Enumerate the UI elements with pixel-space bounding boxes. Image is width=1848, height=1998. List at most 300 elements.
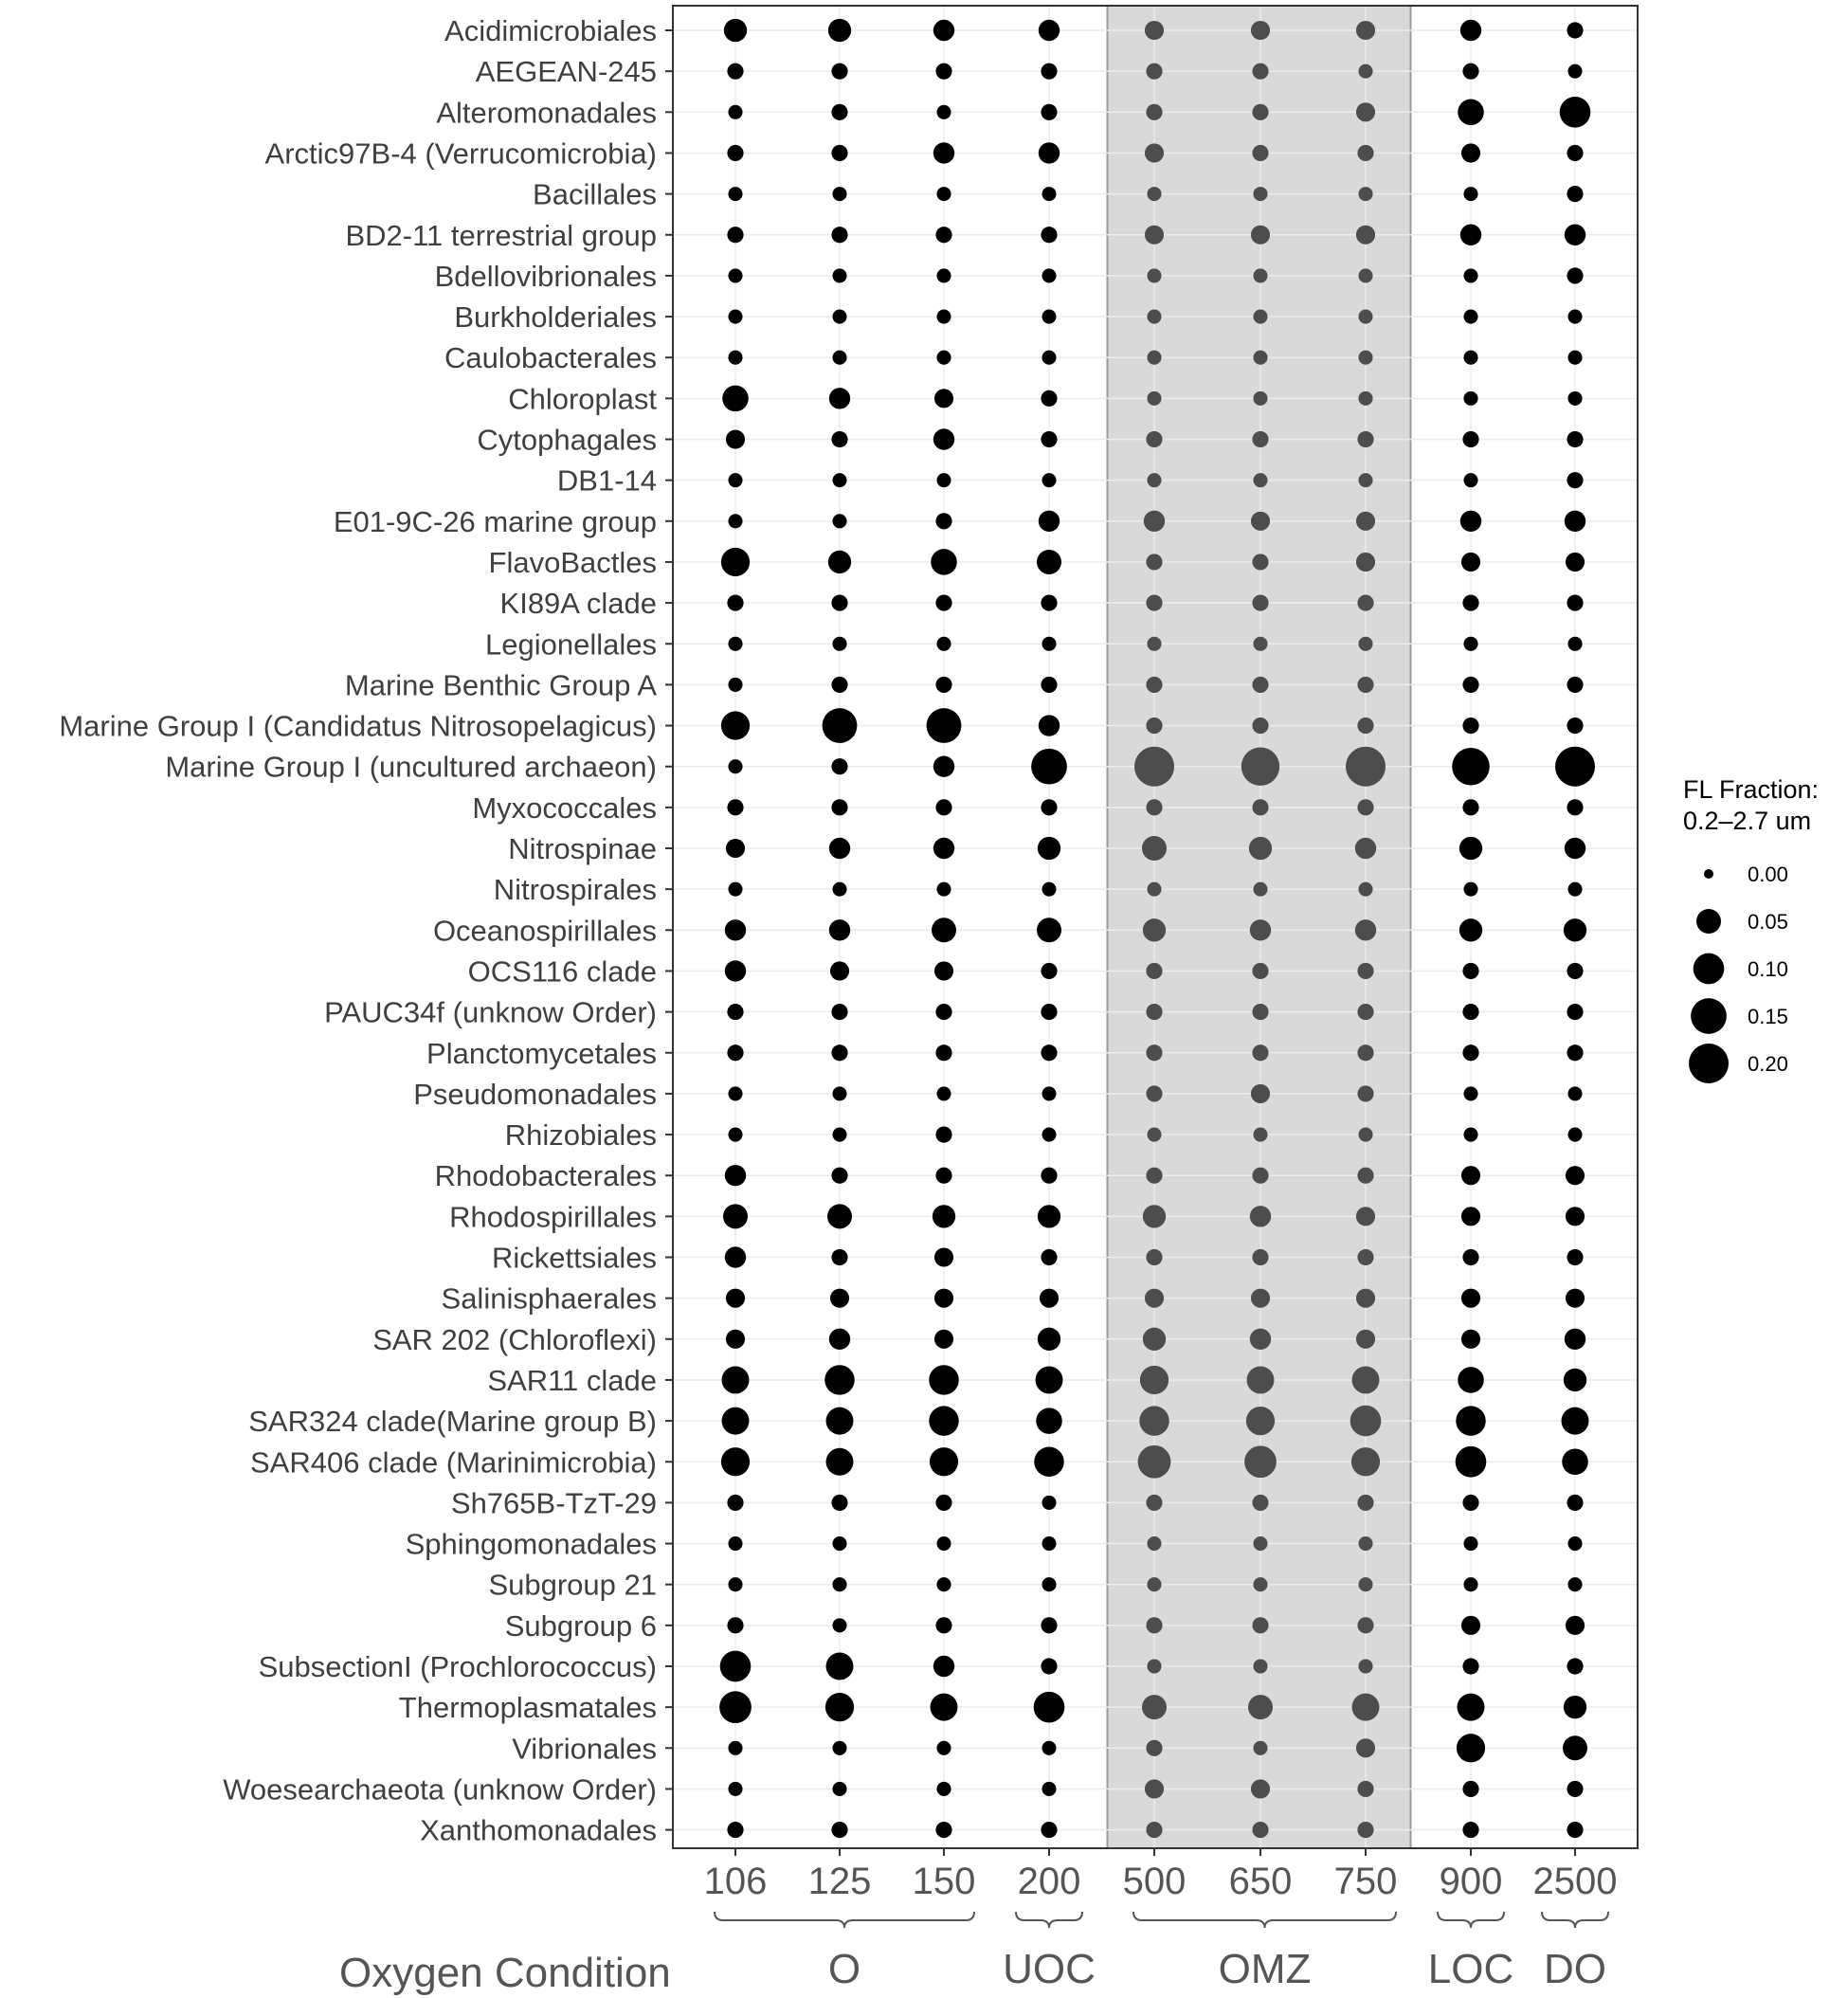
data-point <box>826 1408 854 1435</box>
data-point <box>1357 1495 1373 1511</box>
data-point <box>728 1128 742 1142</box>
data-point <box>1253 1577 1267 1591</box>
data-point <box>1147 1128 1161 1142</box>
y-tick-label: BD2-11 terrestrial group <box>345 218 657 252</box>
data-point <box>929 1406 958 1435</box>
x-tick-label: 106 <box>703 1861 768 1902</box>
data-point <box>934 389 953 408</box>
data-point <box>1461 1207 1480 1226</box>
data-point <box>935 1822 951 1838</box>
data-point <box>722 1408 750 1435</box>
y-tick-label: SAR 202 (Chloroflexi) <box>372 1322 657 1356</box>
data-point <box>1463 351 1477 365</box>
data-point <box>827 1204 852 1228</box>
data-point <box>1253 268 1267 282</box>
data-point <box>1461 143 1480 162</box>
data-point <box>727 799 743 815</box>
y-tick-label: Arctic97B-4 (Verrucomicrobia) <box>264 136 657 171</box>
data-point <box>1042 1782 1056 1796</box>
y-tick-label: Myxococcales <box>472 790 657 825</box>
data-point <box>727 1495 743 1511</box>
data-point <box>728 310 742 324</box>
legend-title-line: FL Fraction: <box>1683 775 1820 804</box>
y-tick-label: SAR324 clade(Marine group B) <box>248 1405 657 1439</box>
data-point <box>1460 20 1481 41</box>
data-point <box>936 1782 951 1796</box>
data-point <box>828 551 851 573</box>
data-point <box>1356 21 1375 40</box>
group-label-loc: LOC <box>1427 1946 1514 1992</box>
data-point <box>1037 917 1061 942</box>
data-point <box>936 473 951 487</box>
data-point <box>1567 351 1582 365</box>
y-tick-label: Alteromonadales <box>436 96 657 130</box>
data-point <box>728 678 742 692</box>
data-point <box>1041 799 1057 815</box>
data-point <box>935 227 951 243</box>
data-point <box>831 595 847 611</box>
data-point <box>1357 1781 1373 1797</box>
data-point <box>829 919 850 940</box>
data-point <box>1459 837 1482 860</box>
data-point <box>1147 391 1161 406</box>
data-point <box>1565 838 1585 859</box>
data-point <box>1042 187 1056 201</box>
data-point <box>1251 21 1270 40</box>
data-point <box>1462 963 1478 979</box>
data-point <box>727 1822 743 1838</box>
x-tick-label: 500 <box>1122 1861 1187 1902</box>
data-point <box>1146 1740 1162 1756</box>
data-point <box>728 473 742 487</box>
data-point <box>1147 351 1161 365</box>
data-point <box>829 838 850 859</box>
data-point <box>1252 799 1268 815</box>
data-point <box>1042 268 1056 282</box>
data-point <box>1146 677 1162 693</box>
data-point <box>1567 1004 1583 1020</box>
data-point <box>1253 391 1267 406</box>
data-point <box>1566 1166 1585 1185</box>
data-point <box>935 1168 951 1184</box>
data-point <box>1143 1328 1166 1351</box>
data-point <box>721 711 750 739</box>
data-point <box>935 1044 951 1061</box>
data-point <box>1462 799 1478 815</box>
data-point <box>1143 1205 1166 1227</box>
data-point <box>1357 1822 1373 1838</box>
data-point <box>1461 1166 1480 1185</box>
data-point <box>1143 918 1166 941</box>
data-point <box>728 637 742 651</box>
data-point <box>1041 1658 1057 1674</box>
data-point <box>832 1086 846 1100</box>
data-point <box>1355 838 1376 859</box>
y-tick-label: Subgroup 21 <box>488 1568 657 1602</box>
data-point <box>724 19 747 42</box>
data-point <box>727 1617 743 1633</box>
y-tick-label: Cytophagales <box>477 423 657 457</box>
data-point <box>831 431 847 447</box>
data-point <box>832 1741 846 1755</box>
data-point <box>1358 268 1372 282</box>
data-point <box>935 513 951 529</box>
data-point <box>1042 882 1056 897</box>
data-point <box>1146 1168 1162 1184</box>
x-tick-label: 750 <box>1333 1861 1398 1902</box>
data-point <box>1567 799 1583 815</box>
data-point <box>1452 748 1490 786</box>
data-point <box>1560 97 1591 128</box>
data-point <box>1147 1536 1161 1551</box>
data-point <box>1042 351 1056 365</box>
data-point <box>927 708 962 743</box>
data-point <box>1147 187 1161 201</box>
data-point <box>723 1204 748 1228</box>
data-point <box>1463 473 1477 487</box>
data-point <box>1144 511 1165 532</box>
legend-title-line: 0.2–2.7 um <box>1683 807 1812 835</box>
data-point <box>1252 554 1268 570</box>
data-point <box>832 351 846 365</box>
data-point <box>934 1289 953 1308</box>
data-point <box>823 708 858 743</box>
x-tick-label: 125 <box>807 1861 872 1902</box>
data-point <box>1252 1822 1268 1838</box>
data-point <box>1140 1366 1169 1394</box>
data-point <box>1250 1206 1271 1226</box>
legend-key-circle <box>1689 1044 1729 1083</box>
data-point <box>1456 1446 1487 1478</box>
data-point <box>1567 1577 1582 1591</box>
data-point <box>1253 187 1267 201</box>
data-point <box>933 1205 955 1227</box>
data-point <box>1461 1330 1480 1349</box>
data-point <box>1463 637 1477 651</box>
data-point <box>1146 595 1162 611</box>
data-point <box>1567 1495 1583 1511</box>
data-point <box>722 386 749 412</box>
data-point <box>1142 836 1167 861</box>
data-point <box>719 1691 752 1723</box>
data-point <box>935 1004 951 1020</box>
data-point <box>933 756 954 777</box>
data-point <box>831 1249 847 1265</box>
data-point <box>1146 431 1162 447</box>
data-point <box>1356 1289 1375 1308</box>
data-point <box>829 388 850 409</box>
data-point <box>1564 1369 1586 1391</box>
y-tick-label: Marine Group I (uncultured archaeon) <box>165 750 657 784</box>
data-point <box>1042 1496 1056 1510</box>
data-point <box>722 1366 750 1393</box>
data-point <box>1357 1249 1373 1265</box>
data-point <box>727 227 743 243</box>
data-point <box>1463 187 1477 201</box>
data-point <box>1458 1694 1485 1721</box>
y-tick-label: Salinisphaerales <box>441 1281 657 1316</box>
data-point <box>728 187 742 201</box>
data-point <box>935 64 951 80</box>
data-point <box>830 961 849 980</box>
legend-key-label: 0.15 <box>1748 1005 1788 1028</box>
y-tick-label: Thermoplasmatales <box>398 1691 657 1725</box>
y-tick-label: Vibrionales <box>512 1732 657 1766</box>
data-point <box>1146 1495 1162 1511</box>
data-point <box>1041 963 1057 979</box>
data-point <box>1567 1536 1582 1551</box>
data-point <box>1042 1128 1056 1142</box>
data-point <box>1041 1044 1057 1061</box>
data-point <box>1253 1536 1267 1551</box>
data-point <box>1555 747 1595 787</box>
data-point <box>1356 1738 1375 1757</box>
data-point <box>1567 391 1582 406</box>
y-tick-label: Xanthomonadales <box>420 1813 657 1847</box>
data-point <box>935 1617 951 1633</box>
data-point <box>1041 677 1057 693</box>
data-point <box>1042 1086 1056 1100</box>
y-tick-label: Chloroplast <box>508 382 657 416</box>
data-point <box>1252 1004 1268 1020</box>
data-point <box>831 1822 847 1838</box>
data-point <box>934 1330 953 1349</box>
data-point <box>831 758 847 774</box>
data-point <box>1037 550 1061 574</box>
data-point <box>1147 882 1161 897</box>
data-point <box>931 1694 958 1721</box>
data-point <box>826 1653 854 1680</box>
data-point <box>1562 1448 1588 1475</box>
data-point <box>1565 225 1585 245</box>
data-point <box>831 677 847 693</box>
data-point <box>1567 637 1582 651</box>
data-point <box>1147 473 1161 487</box>
data-point <box>832 187 846 201</box>
y-tick-label: Acidimicrobiales <box>444 14 657 47</box>
data-point <box>1253 473 1267 487</box>
data-point <box>1462 677 1478 693</box>
data-point <box>1462 1822 1478 1838</box>
legend-key-label: 0.20 <box>1748 1052 1788 1076</box>
data-point <box>1039 715 1060 736</box>
y-tick-label: AEGEAN-245 <box>475 55 657 89</box>
data-point <box>1567 1128 1582 1142</box>
data-point <box>1041 595 1057 611</box>
data-point <box>832 1128 846 1142</box>
data-point <box>1567 595 1583 611</box>
data-point <box>727 595 743 611</box>
data-point <box>1247 1366 1275 1393</box>
data-point <box>1356 512 1375 531</box>
data-point <box>1462 717 1478 734</box>
y-tick-label: SubsectionI (Prochlorococcus) <box>258 1650 657 1683</box>
data-point <box>1146 1617 1162 1633</box>
data-point <box>1564 918 1586 941</box>
data-point <box>728 351 742 365</box>
data-point <box>936 1086 951 1100</box>
y-tick-label: Caulobacterales <box>444 341 657 375</box>
data-point <box>1357 595 1373 611</box>
data-point <box>1566 1616 1585 1635</box>
data-point <box>725 1165 746 1186</box>
data-point <box>831 1044 847 1061</box>
data-point <box>1134 747 1174 787</box>
data-point <box>727 64 743 80</box>
data-point <box>1567 1781 1583 1797</box>
data-point <box>1041 1249 1057 1265</box>
data-point <box>936 268 951 282</box>
data-point <box>728 1536 742 1551</box>
data-point <box>832 1577 846 1591</box>
data-point <box>935 1495 951 1511</box>
data-point <box>1145 226 1164 245</box>
data-point <box>930 1447 958 1476</box>
data-point <box>830 1289 849 1308</box>
data-point <box>831 145 847 161</box>
data-point <box>829 1329 850 1350</box>
data-point <box>1145 21 1164 40</box>
data-point <box>1146 1249 1162 1265</box>
data-point <box>1246 1407 1275 1435</box>
data-point <box>1461 1616 1480 1635</box>
data-point <box>1462 1658 1478 1674</box>
data-point <box>1357 145 1373 161</box>
data-point <box>1142 1695 1167 1719</box>
data-point <box>720 1651 752 1682</box>
data-point <box>728 1741 742 1755</box>
data-point <box>1041 1822 1057 1838</box>
y-tick-label: OCS116 clade <box>467 954 657 989</box>
data-point <box>1146 1822 1162 1838</box>
data-point <box>1567 1044 1583 1061</box>
data-point <box>1146 1044 1162 1061</box>
data-point <box>936 351 951 365</box>
data-point <box>1041 431 1057 447</box>
data-point <box>1252 1044 1268 1061</box>
data-point <box>1358 1577 1372 1591</box>
legend-key-circle <box>1704 869 1713 879</box>
y-tick-label: Marine Benthic Group A <box>344 668 657 702</box>
data-point <box>1253 637 1267 651</box>
data-point <box>1462 431 1478 447</box>
data-point <box>1357 1004 1373 1020</box>
data-point <box>832 473 846 487</box>
data-point <box>1252 963 1268 979</box>
data-point <box>1244 1445 1277 1478</box>
data-point <box>1039 142 1060 163</box>
data-point <box>728 1577 742 1591</box>
x-tick-label: 2500 <box>1532 1861 1618 1902</box>
data-point <box>1350 1406 1382 1437</box>
data-point <box>1567 1249 1583 1265</box>
data-point <box>1462 595 1478 611</box>
data-point <box>1146 963 1162 979</box>
data-point <box>1253 1128 1267 1142</box>
data-point <box>1358 1128 1372 1142</box>
data-point <box>1040 1289 1059 1308</box>
data-point <box>727 1004 743 1020</box>
data-point <box>1461 553 1480 572</box>
data-point <box>1042 1536 1056 1551</box>
data-point <box>1042 637 1056 651</box>
data-point <box>936 187 951 201</box>
data-point <box>1357 677 1373 693</box>
data-point <box>728 759 742 773</box>
group-label-omz: OMZ <box>1218 1946 1312 1992</box>
data-point <box>832 1618 846 1632</box>
data-point <box>933 428 954 449</box>
data-point <box>1036 1366 1063 1393</box>
data-point <box>1567 186 1583 202</box>
y-tick-label: FlavoBactles <box>488 545 657 579</box>
y-tick-label: SAR11 clade <box>487 1363 657 1397</box>
data-point <box>1462 64 1478 80</box>
data-point <box>929 1365 958 1394</box>
data-point <box>933 1656 954 1677</box>
data-point <box>1356 1207 1375 1226</box>
data-point <box>1146 1004 1162 1020</box>
data-point <box>1252 677 1268 693</box>
data-point <box>1034 1692 1065 1723</box>
data-point <box>1039 511 1060 532</box>
y-tick-label: Woesearchaeota (unknow Order) <box>223 1772 657 1807</box>
data-point <box>1567 1822 1583 1838</box>
group-label-do: DO <box>1544 1946 1606 1992</box>
y-tick-label: PAUC34f (unknow Order) <box>324 995 657 1029</box>
data-point <box>1356 1330 1375 1349</box>
data-point <box>1357 1044 1373 1061</box>
data-point <box>725 1246 746 1267</box>
data-point <box>832 1536 846 1551</box>
data-point <box>1036 1408 1062 1434</box>
data-point <box>933 838 954 859</box>
data-point <box>1458 100 1484 126</box>
data-point <box>828 19 851 42</box>
data-point <box>1041 1168 1057 1184</box>
group-label-o: O <box>827 1946 861 1992</box>
y-tick-label: Rickettsiales <box>492 1241 657 1275</box>
data-point <box>1567 1086 1582 1100</box>
data-point <box>1252 104 1268 120</box>
data-point <box>1249 837 1272 860</box>
data-point <box>934 1247 953 1266</box>
data-point <box>1034 1447 1063 1477</box>
data-point <box>1356 553 1375 572</box>
y-tick-label: Bdellovibrionales <box>434 259 657 293</box>
data-point <box>1567 22 1583 38</box>
data-point <box>726 1330 745 1349</box>
data-point <box>934 961 953 980</box>
data-point <box>1357 799 1373 815</box>
data-point <box>728 1086 742 1100</box>
data-point <box>1358 1536 1372 1551</box>
y-tick-label: Pseudomonadales <box>413 1077 657 1111</box>
y-tick-label: Sh765B-TzT-29 <box>450 1486 657 1520</box>
data-point <box>936 1741 951 1755</box>
data-point <box>1351 1447 1380 1476</box>
data-point <box>1145 1289 1164 1308</box>
data-point <box>1146 1085 1162 1101</box>
data-point <box>1357 963 1373 979</box>
data-point <box>1356 102 1375 121</box>
data-point <box>1352 1694 1380 1721</box>
data-point <box>727 145 743 161</box>
y-tick-label: Legionellales <box>485 627 657 662</box>
data-point <box>1041 391 1057 407</box>
data-point <box>832 268 846 282</box>
data-point <box>1358 1659 1372 1673</box>
